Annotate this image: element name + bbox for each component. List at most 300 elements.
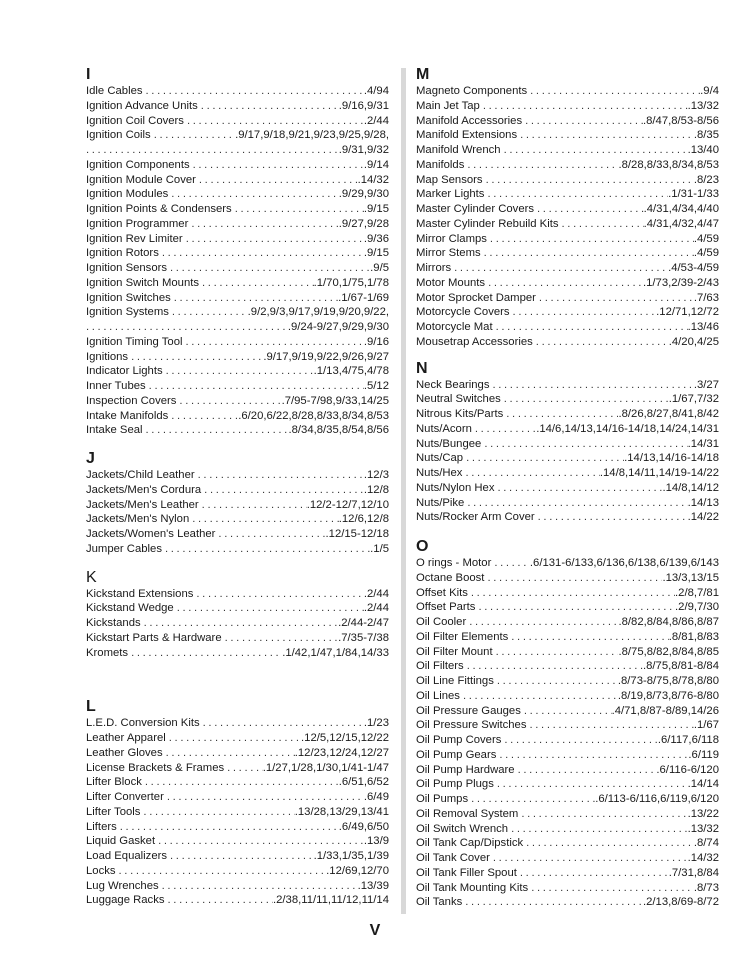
index-entry: [416, 689, 719, 704]
entry-pages: .8/73: [693, 881, 719, 894]
index-entry: [86, 84, 389, 99]
dot-leader: [454, 261, 668, 276]
entry-pages: .6/116-6/120: [656, 763, 719, 776]
entry-name: Motorcycle Covers: [416, 306, 510, 319]
index-entry: [416, 822, 719, 837]
entry-pages: .7/95-7/98,9/33,14/25: [281, 394, 389, 407]
entry-pages: .14/13: [687, 496, 719, 509]
index-entry: [416, 261, 719, 276]
index-entry: [86, 646, 389, 661]
entry-name: Oil Pump Plugs: [416, 778, 494, 791]
dot-leader: [511, 822, 688, 837]
index-entry: [86, 790, 389, 805]
index-entry: [86, 616, 389, 631]
entry-pages: .8/74: [693, 837, 719, 850]
index-entry: [86, 805, 389, 820]
entry-pages: .9/5: [370, 262, 389, 274]
entry-name: Ignition Sensors: [86, 262, 168, 274]
entry-pages: .12/2-12/7,12/10: [306, 498, 389, 511]
index-entry: [86, 394, 389, 409]
entry-pages: .8/81,8/83: [668, 630, 719, 643]
index-entry: [416, 392, 719, 407]
index-entry: [86, 99, 389, 114]
dot-leader: [497, 777, 688, 792]
section-letter: O: [416, 538, 429, 555]
entry-pages: .13/40: [687, 144, 719, 156]
entry-name: Ignition Advance Units: [86, 99, 198, 112]
index-entry: [86, 527, 389, 542]
entry-name: Oil Removal System: [416, 807, 519, 820]
dot-leader: [162, 246, 364, 261]
entry-pages: .8/75,8/82,8/84,8/85: [618, 645, 719, 658]
index-column-right: [416, 66, 719, 910]
entry-pages: .9/16,9/31: [338, 99, 389, 112]
entry-name: Oil Cooler: [416, 616, 467, 628]
index-section-o: [416, 538, 719, 910]
entry-name: Leather Apparel: [86, 732, 166, 744]
entry-name: Nuts/Rocker Arm Cover: [416, 511, 535, 524]
index-section-j: [86, 450, 389, 557]
index-entry: [86, 731, 389, 746]
dot-leader: [521, 807, 687, 822]
index-entry-continuation: [86, 320, 389, 335]
index-entry: [86, 305, 389, 320]
entry-name: Oil Filter Mount: [416, 645, 493, 658]
entry-name: Ignition Coil Covers: [86, 114, 184, 127]
index-entry: [416, 615, 719, 630]
entry-pages: .14/6,14/13,14/16-14/18,14/24,14/31: [536, 422, 719, 435]
index-entry: [416, 704, 719, 719]
entry-pages: .2/44: [363, 587, 389, 600]
dot-leader: [198, 468, 364, 483]
index-entry: [416, 674, 719, 689]
index-entry: [416, 128, 719, 143]
entry-name: Nuts/Nylon Hex: [416, 481, 495, 494]
entry-name: Map Sensors: [416, 173, 483, 186]
entry-name: Oil Pump Gears: [416, 748, 497, 761]
dot-leader: [539, 291, 694, 306]
dot-leader: [179, 394, 281, 409]
dot-leader: [172, 305, 248, 320]
section-letter: I: [86, 66, 91, 83]
entry-pages: .1/42,1/47,1/84,14/33: [282, 646, 389, 659]
index-entry: [416, 437, 719, 452]
index-entry: [86, 335, 389, 350]
dot-leader: [538, 510, 688, 525]
dot-leader: [471, 586, 675, 601]
entry-pages: .13/46: [687, 321, 719, 333]
entry-pages: .12/5,12/15,12/22: [301, 732, 389, 744]
entry-name: Ignition Rotors: [86, 247, 159, 260]
entry-pages: .2/44: [363, 602, 389, 615]
entry-pages: .6/117,6/118: [657, 734, 719, 746]
entry-name: Oil Pump Hardware: [416, 763, 515, 776]
entry-pages: .12/69,12/70: [326, 864, 389, 877]
dot-leader: [145, 775, 339, 790]
dot-leader: [518, 763, 657, 778]
entry-name: Manifolds: [416, 158, 465, 171]
dot-leader: [467, 496, 687, 511]
index-entry: [86, 173, 389, 188]
index-entry: [86, 746, 389, 761]
index-entry: [416, 792, 719, 807]
entry-pages: .3/27: [693, 378, 719, 391]
entry-name: Oil Pressure Switches: [416, 719, 527, 732]
index-entry: [86, 775, 389, 790]
entry-name: Idle Cables: [86, 85, 143, 97]
entry-pages: .14/14: [687, 778, 719, 791]
entry-pages: .2/8,7/81: [675, 586, 719, 599]
entry-pages: .8/26,8/27,8/41,8/42: [618, 408, 719, 420]
index-entry: [86, 601, 389, 616]
section-letter: J: [86, 450, 95, 467]
page-number: V: [369, 922, 381, 939]
entry-pages: .1/5: [370, 542, 389, 555]
entry-name: Jackets/Men's Leather: [86, 498, 199, 511]
dot-leader: [496, 645, 619, 660]
entry-name: Mirror Stems: [416, 247, 481, 260]
index-entry: [86, 716, 389, 731]
index-section-m: [416, 66, 719, 350]
entry-pages: .8/82,8/84,8/86,8/87: [618, 616, 719, 628]
entry-name: Oil Filters: [416, 660, 464, 673]
index-entry: [86, 364, 389, 379]
entry-name: Manifold Accessories: [416, 114, 523, 127]
index-entry: [86, 261, 389, 276]
entry-name: Kickstart Parts & Hardware: [86, 631, 222, 644]
dot-leader: [199, 173, 358, 188]
index-section-k: [86, 569, 389, 661]
index-entry: [416, 851, 719, 866]
entry-pages: .14/13,14/16-14/18: [624, 452, 719, 465]
index-entry: [86, 232, 389, 247]
dot-leader: [475, 422, 536, 437]
entry-pages: .2/9,7/30: [675, 601, 719, 614]
dot-leader: [196, 587, 363, 602]
entry-name: Motor Sprocket Damper: [416, 291, 536, 304]
entry-name: Oil Lines: [416, 689, 460, 702]
entry-name: Oil Tank Mounting Kits: [416, 881, 529, 894]
index-entry: [416, 645, 719, 660]
dot-leader: [483, 99, 688, 114]
entry-name: Kickstand Extensions: [86, 587, 194, 600]
index-entry: [416, 335, 719, 350]
index-entry: [416, 481, 719, 496]
dot-leader: [218, 527, 325, 542]
entry-pages: .8/23: [693, 173, 719, 186]
dot-leader: [497, 481, 662, 496]
dot-leader: [504, 733, 657, 748]
entry-pages: .6/49,6/50: [338, 820, 389, 833]
dot-leader: [520, 128, 694, 143]
dot-leader: [186, 335, 364, 350]
index-entry: [416, 836, 719, 851]
dot-leader: [165, 542, 370, 557]
entry-name: Oil Line Fittings: [416, 675, 494, 687]
entry-pages: .6/131-6/133,6/136,6/138,6/139,6/143: [529, 557, 719, 569]
entry-pages: .9/16: [363, 335, 389, 348]
dot-leader: [487, 187, 668, 202]
index-entry: [416, 320, 719, 335]
index-section-i: [86, 66, 389, 438]
entry-pages: .8/75,8/81-8/84: [642, 660, 719, 673]
index-entry: [416, 84, 719, 99]
dot-leader: [494, 556, 530, 571]
entry-name: Ignition Points & Condensers: [86, 203, 232, 215]
entry-name: Jackets/Child Leather: [86, 469, 195, 481]
entry-name: Nuts/Acorn: [416, 422, 472, 435]
entry-name: Oil Tank Cover: [416, 852, 490, 864]
index-entry: [416, 881, 719, 896]
entry-pages: .9/2,9/3,9/17,9/19,9/20,9/22,: [247, 306, 389, 319]
dot-leader: [478, 600, 675, 615]
index-entry: [86, 291, 389, 306]
entry-pages: .2/13,8/69-8/72: [642, 896, 719, 909]
dot-leader: [187, 114, 364, 129]
index-entry: [86, 379, 389, 394]
dot-leader: [530, 84, 700, 99]
dot-leader: [204, 483, 364, 498]
entry-name: Nuts/Cap: [416, 452, 464, 465]
dot-leader: [513, 305, 657, 320]
index-entry: [86, 483, 389, 498]
entry-name: Nitrous Kits/Parts: [416, 408, 504, 420]
index-entry: [416, 600, 719, 615]
index-entry: [86, 350, 389, 365]
entry-pages: .1/23: [363, 717, 389, 730]
entry-pages: .9/15: [363, 247, 389, 260]
dot-leader: [463, 689, 618, 704]
dot-leader: [171, 409, 238, 424]
entry-pages: .9/29,9/30: [338, 188, 389, 201]
entry-pages: .2/38,11/11,11/12,11/14: [273, 894, 389, 907]
entry-pages: .6/49: [363, 791, 389, 803]
dot-leader: [506, 407, 618, 422]
index-entry: [86, 631, 389, 646]
dot-leader: [487, 571, 662, 586]
entry-pages: .6/51,6/52: [338, 776, 389, 789]
entry-pages: .1/67-1/69: [338, 291, 389, 304]
entry-name: Ignition Coils: [86, 129, 151, 142]
index-entry: [416, 143, 719, 158]
dot-leader: [484, 437, 687, 452]
entry-name: Kickstand Wedge: [86, 602, 174, 615]
entry-pages: .8/35: [693, 129, 719, 142]
dot-leader: [131, 350, 263, 365]
dot-leader: [192, 512, 338, 527]
entry-pages: .1/67: [693, 719, 719, 732]
entry-name: Octane Boost: [416, 571, 485, 584]
entry-pages: .5/12: [363, 380, 389, 392]
dot-leader: [225, 631, 339, 646]
entry-pages: .1/70,1/75,1/78: [313, 276, 389, 289]
dot-leader: [562, 217, 644, 232]
entry-name: Neck Bearings: [416, 378, 490, 391]
dot-leader: [167, 790, 364, 805]
index-entry: [416, 232, 719, 247]
index-entry: [416, 378, 719, 393]
dot-leader: [154, 128, 235, 143]
entry-pages: .13/32: [687, 822, 719, 835]
entry-name: Lifter Tools: [86, 805, 141, 818]
entry-name: Ignition Programmer: [86, 217, 189, 230]
dot-leader: [499, 748, 688, 763]
entry-pages: .2/44-2/47: [338, 617, 389, 629]
entry-name: Jumper Cables: [86, 542, 162, 555]
entry-pages: .1/13,4/75,4/78: [313, 365, 389, 378]
entry-name: Intake Seal: [86, 424, 143, 437]
entry-pages: .13/22: [687, 807, 719, 820]
entry-pages: .14/31: [687, 437, 719, 450]
dot-leader: [170, 261, 370, 276]
dot-leader: [525, 114, 643, 129]
dot-leader: [490, 232, 694, 247]
index-entry: [86, 512, 389, 527]
entry-pages: .7/63: [693, 291, 719, 304]
dot-leader: [191, 217, 338, 232]
entry-pages: .14/32: [687, 852, 719, 864]
entry-pages: .13/3,13/15: [662, 571, 719, 584]
dot-leader: [186, 232, 364, 247]
entry-name: Mirror Clamps: [416, 232, 487, 245]
entry-name: Mousetrap Accessories: [416, 335, 533, 348]
index-entry: [86, 217, 389, 232]
entry-pages: .8/19,8/73,8/76-8/80: [617, 689, 719, 702]
index-entry: [416, 748, 719, 763]
entry-name: Jackets/Men's Cordura: [86, 483, 202, 496]
index-entry: [416, 630, 719, 645]
index-entry: [416, 807, 719, 822]
entry-name: Ignition Components: [86, 158, 190, 171]
entry-name: Mirrors: [416, 262, 452, 274]
entry-name: Nuts/Pike: [416, 496, 465, 509]
index-entry: [416, 895, 719, 910]
entry-pages: .1/67,7/32: [668, 393, 719, 406]
section-letter: L: [86, 698, 96, 716]
entry-pages: .12/71,12/72: [656, 306, 719, 319]
entry-pages: .14/22: [687, 511, 719, 524]
index-entry: [86, 187, 389, 202]
entry-pages: .1/27,1/28,1/30,1/41-1/47: [262, 761, 389, 774]
index-entry: [416, 217, 719, 232]
dot-leader: [537, 202, 644, 217]
entry-name: Ignition Module Cover: [86, 173, 196, 186]
dot-leader: [143, 805, 294, 820]
section-letter: N: [416, 359, 428, 377]
section-letter: M: [416, 66, 430, 83]
column-divider: [401, 68, 406, 914]
dot-leader: [227, 761, 263, 776]
dot-leader: [162, 879, 358, 894]
dot-leader: [520, 866, 669, 881]
index-entry: [416, 466, 719, 481]
entry-pages: .14/8,14/12: [662, 481, 719, 494]
entry-pages: .12/23,12/24,12/27: [294, 746, 389, 759]
dot-leader: [146, 84, 364, 99]
index-entry: [416, 571, 719, 586]
dot-leader: [484, 246, 694, 261]
index-entry: [416, 718, 719, 733]
index-entry: [86, 468, 389, 483]
entry-pages: .12/6,12/8: [338, 513, 389, 526]
entry-name: Indicator Lights: [86, 365, 163, 378]
entry-pages: .2/44: [363, 114, 389, 127]
dot-leader: [465, 466, 599, 481]
dot-leader: [202, 498, 307, 513]
entry-name: Lifter Converter: [86, 791, 164, 803]
entry-pages: .14/32: [357, 173, 389, 186]
index-section-l: [86, 698, 389, 908]
dot-leader: [86, 320, 288, 335]
index-entry: [416, 114, 719, 129]
dot-leader: [469, 615, 618, 630]
entry-name: Luggage Racks: [86, 894, 165, 907]
dot-leader: [486, 173, 694, 188]
entry-name: Oil Tank Cap/Dipstick: [416, 837, 524, 850]
dot-leader: [511, 630, 668, 645]
entry-name: Lifters: [86, 820, 117, 833]
dot-leader: [203, 716, 364, 731]
dot-leader: [169, 731, 301, 746]
entry-name: Oil Tank Filler Spout: [416, 866, 517, 879]
index-entry: [86, 587, 389, 602]
dot-leader: [166, 746, 295, 761]
index-entry: [416, 276, 719, 291]
entry-pages: .6/20,6/22,8/28,8/33,8/34,8/53: [238, 409, 389, 422]
entry-pages: .4/94: [363, 85, 389, 97]
index-entry: [86, 820, 389, 835]
entry-pages: .1/73,2/39-2/43: [642, 276, 719, 289]
index-entry: [86, 128, 389, 143]
entry-pages: .9/15: [363, 203, 389, 215]
entry-pages: .7/31,8/84: [668, 866, 719, 879]
entry-name: Load Equalizers: [86, 850, 168, 862]
dot-leader: [497, 674, 618, 689]
entry-pages: .9/17,9/18,9/21,9/23,9/25,9/28,: [235, 129, 389, 142]
dot-leader: [170, 849, 314, 864]
entry-pages: .9/36: [363, 232, 389, 245]
index-entry: [416, 777, 719, 792]
entry-pages: .6/113-6/116,6/119,6/120: [595, 793, 719, 805]
index-entry: [416, 496, 719, 511]
entry-name: Oil Tanks: [416, 896, 463, 909]
entry-name: Ignition Switch Mounts: [86, 276, 200, 289]
index-entry: [86, 849, 389, 864]
entry-name: Jackets/Men's Nylon: [86, 513, 190, 526]
dot-leader: [202, 276, 314, 291]
entry-pages: .9/31,9/32: [338, 144, 389, 156]
index-entry: [86, 864, 389, 879]
entry-pages: .4/31,4/34,4/40: [643, 203, 719, 215]
index-section-n: [416, 360, 719, 526]
dot-leader: [168, 893, 273, 908]
dot-leader: [201, 99, 339, 114]
entry-name: Nuts/Bungee: [416, 437, 482, 450]
index-entry: [86, 202, 389, 217]
index-entry: [86, 276, 389, 291]
dot-leader: [536, 335, 669, 350]
entry-name: Inspection Covers: [86, 394, 177, 407]
dot-leader: [119, 864, 327, 879]
index-entry: [416, 407, 719, 422]
dot-leader: [467, 659, 643, 674]
entry-pages: .13/32: [687, 99, 719, 112]
entry-name: Kromets: [86, 646, 129, 659]
dot-leader: [144, 616, 338, 631]
dot-leader: [465, 895, 643, 910]
entry-pages: .1/31-1/33: [668, 188, 719, 201]
dot-leader: [149, 379, 364, 394]
